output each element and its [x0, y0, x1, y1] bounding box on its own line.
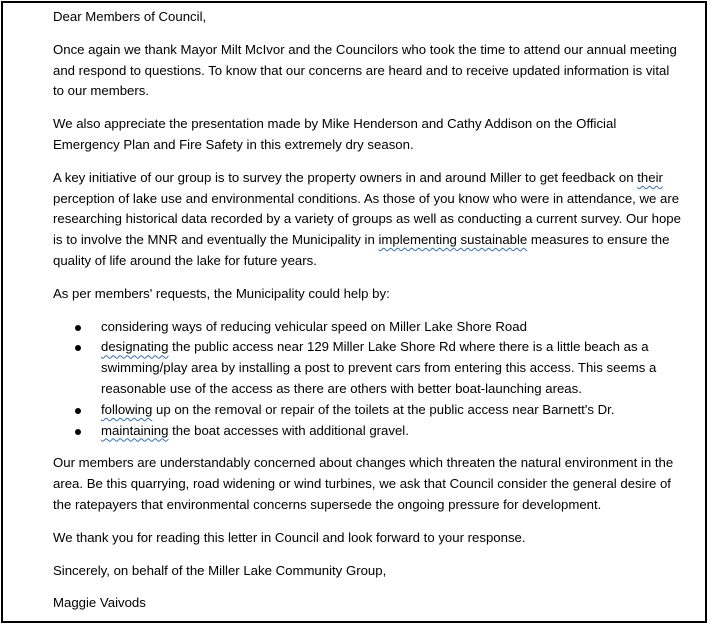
list-item [53, 317, 683, 338]
grammar-flag-their: their [637, 169, 663, 185]
grammar-flag-following: following [101, 401, 153, 417]
survey-text-part2: perception of lake use and environmental conditions. As those of you know who were in attendance, we are researching historical data recorded by a variety of groups as well as conducting a current survey. Our hope is to involve the MNR and eventually the Municipality in [53, 190, 681, 248]
grammar-flag-designating: designating [101, 339, 169, 355]
survey-text-part1: A key initiative of our group is to survey the property owners in and around Miller to get feedback on [53, 169, 638, 185]
signature: Maggie Vaivods [53, 595, 146, 611]
salutation: Dear Members of Council, [53, 9, 207, 24]
list-item [53, 421, 683, 442]
paragraph-requests-intro: As per members' requests, the Municipality could help by: [53, 285, 390, 301]
grammar-flag-implementing: implementing sustainable [378, 232, 528, 248]
paragraph-environment-concerns: Our members are understandably concerned about changes which threaten the natural environment in the area. Be this quarrying, road widening or wind turbines, we ask that Council consider the general desire of the ratepayers that environmental concerns supersede the ongoing pressure for development. [53, 455, 674, 512]
bullet-icon [75, 325, 81, 331]
request-text: considering ways of reducing vehicular speed on Miller Lake Shore Road [101, 318, 527, 334]
request-text: the public access near 129 Miller Lake Shore Rd where there is a little beach as a swimming/play area by installing a post to prevent cars from entering this access. This seems a reasonable use of the access as there are others with better boat-launching areas. [101, 339, 657, 396]
bullet-icon [75, 345, 81, 351]
paragraph-presentation: We also appreciate the presentation made by Mike Henderson and Cathy Addison on the Official Emergency Plan and Fire Safety in this extremely dry season. [53, 116, 617, 152]
list-item [53, 337, 683, 399]
paragraph-thank-you: We thank you for reading this letter in Council and look forward to your response. [53, 529, 526, 545]
letter-page [1, 1, 707, 623]
request-text: the boat accesses with additional gravel. [168, 422, 409, 438]
bullet-icon [75, 429, 81, 435]
survey-text-part3: measures to ensure the quality of life around the lake for future years. [53, 232, 670, 268]
paragraph-survey-initiative [53, 168, 683, 272]
list-item [53, 400, 683, 421]
closing-line: Sincerely, on behalf of the Miller Lake Community Group, [53, 562, 387, 578]
request-text: up on the removal or repair of the toilets at the public access near Barnett's Dr. [152, 401, 615, 417]
bullet-icon [75, 408, 81, 414]
paragraph-thanks-mayor: Once again we thank Mayor Milt McIvor and the Councilors who took the time to attend our annual meeting and respond to questions. To know that our concerns are heard and to receive updated information is vital to our members. [53, 41, 677, 99]
grammar-flag-maintaining: maintaining [101, 422, 169, 438]
requests-list [53, 317, 683, 442]
